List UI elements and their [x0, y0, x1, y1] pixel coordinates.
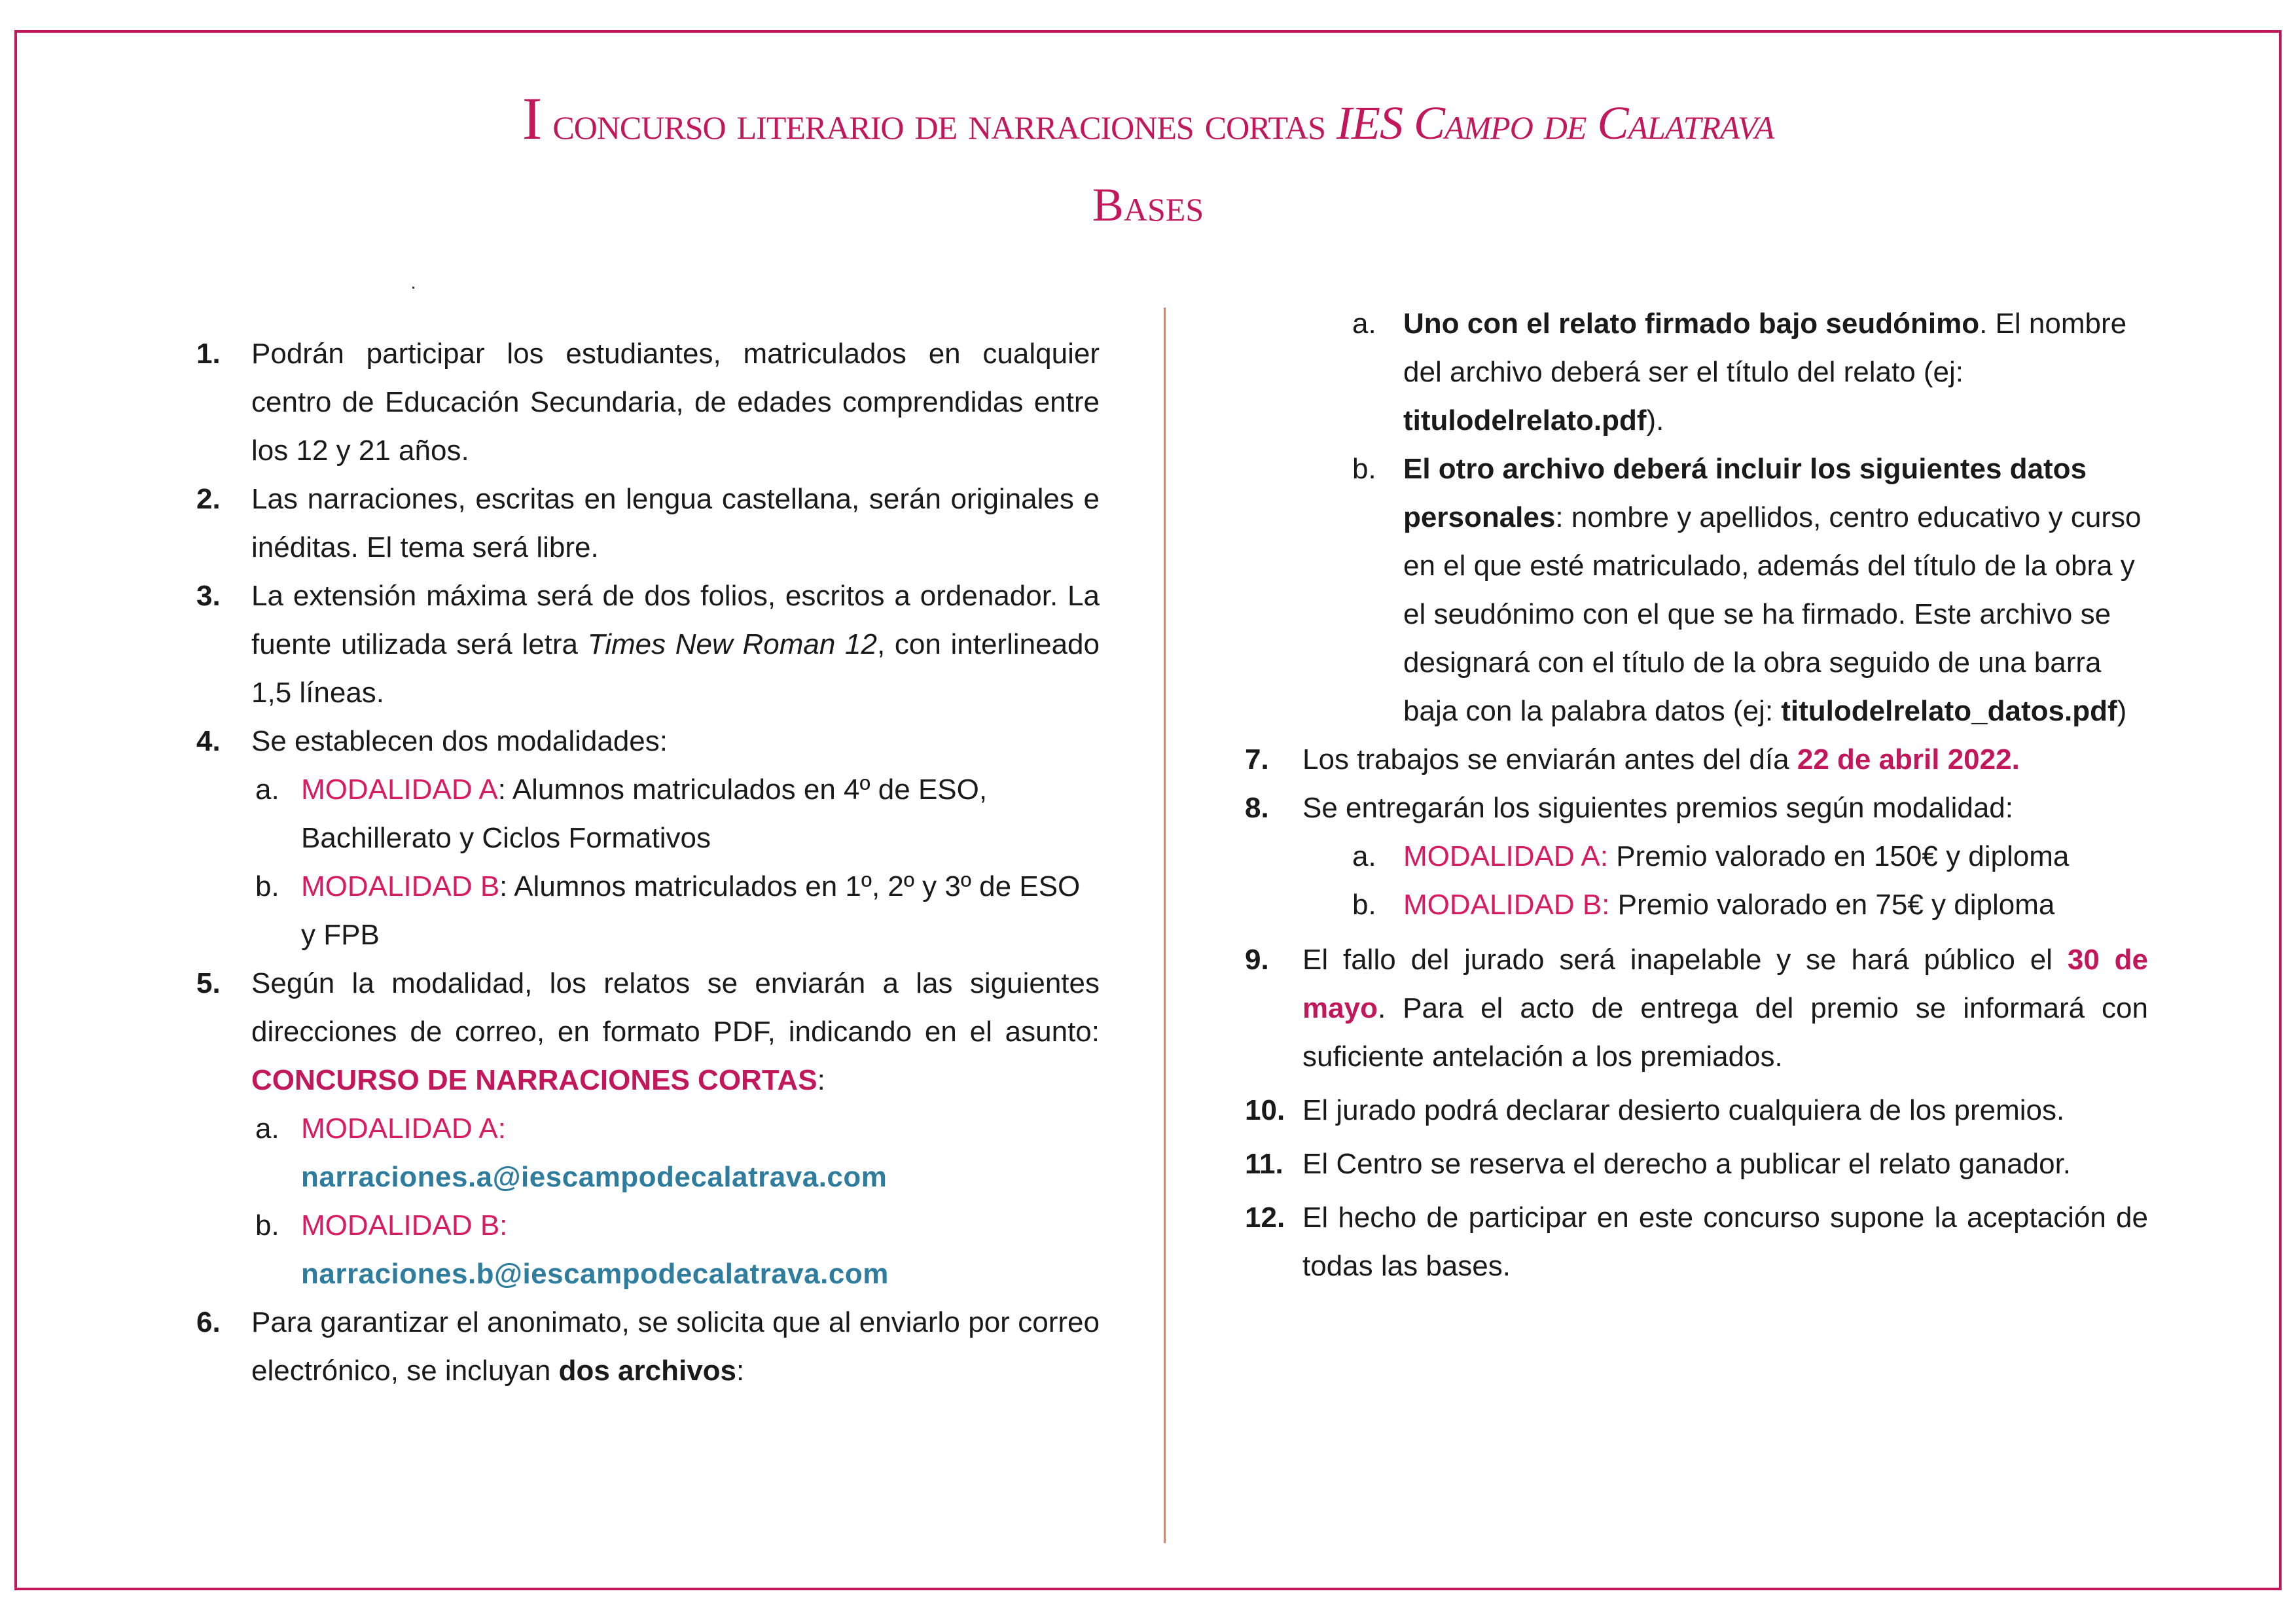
rule-4-b: b. MODALIDAD B: Alumnos matriculados en 1º, 2º y 3º de ESO y FPB: [255, 870, 1081, 951]
stray-dot: [412, 287, 414, 289]
rule-6: 6. Para garantizar el anonimato, se solicita que al enviarlo por correo electrónico, se incluyan dos archivos:: [196, 1306, 1100, 1387]
document-title: I concurso literario de narraciones cortas IES Campo de Calatrava: [522, 85, 1774, 152]
rule-11: 11. El Centro se reserva el derecho a publicar el relato ganador.: [1245, 1148, 2072, 1180]
rule-5-b: b. MODALIDAD B: narraciones.b@iescampodecalatrava.com: [196, 1202, 1100, 1298]
rule-9: 9. El fallo del jurado será inapelable y se hará público el 30 de mayo. Para el acto de entrega del premio se informará con suficiente antelación a los premiados.: [1245, 944, 2148, 1073]
rule-5-a: a. MODALIDAD A: narraciones.a@iescampodecalatrava.com: [196, 1105, 1100, 1202]
rule-4: 4. Se establecen dos modalidades:: [196, 725, 668, 757]
rule-8-a: a. MODALIDAD A: Premio valorado en 150€ y diploma: [1352, 840, 2070, 872]
rule-5: 5. Según la modalidad, los relatos se enviarán a las siguientes direcciones de correo, en formato PDF, indicando en el asunto: CONCURSO DE NARRACIONES CORTAS:: [196, 967, 1100, 1096]
rule-7: 7. Los trabajos se enviarán antes del día 22 de abril 2022.: [1245, 743, 2020, 776]
left-column: [196, 330, 1100, 1395]
document-subtitle: Bases: [1092, 179, 1204, 231]
email-link-a[interactable]: narraciones.a@iescampodecalatrava.com: [301, 1161, 888, 1193]
rule-4-a: a. MODALIDAD A: Alumnos matriculados en 4º de ESO, Bachillerato y Ciclos Formativos: [255, 774, 988, 854]
rule-3: 3. La extensión máxima será de dos folios, escritos a ordenador. La fuente utilizada será letra Times New Roman 12, con interlineado 1,5 líneas.: [196, 580, 1100, 709]
rule-8: 8. Se entregarán los siguientes premios según modalidad:: [1245, 792, 2013, 824]
right-column: [1245, 300, 2148, 1291]
rule-10: 10. El jurado podrá declarar desierto cualquiera de los premios.: [1245, 1094, 2065, 1126]
column-divider: [1164, 308, 1166, 1543]
email-link-b[interactable]: narraciones.b@iescampodecalatrava.com: [301, 1258, 889, 1290]
rule-6-a: a. Uno con el relato firmado bajo seudónimo. El nombre del archivo deberá ser el título del relato (ej: titulodelrelato.pdf).: [1352, 308, 2127, 437]
rule-1: 1. Podrán participar los estudiantes, matriculados en cualquier centro de Educación Secundaria, de edades comprendidas entre los 12 y 21 años.: [196, 338, 1100, 467]
rule-2: 2. Las narraciones, escritas en lengua castellana, serán originales e inéditas. El tema será libre.: [196, 483, 1100, 563]
rule-12: 12. El hecho de participar en este concurso supone la aceptación de todas las bases.: [1245, 1202, 2148, 1282]
rule-8-b: b. MODALIDAD B: Premio valorado en 75€ y diploma: [1352, 889, 2055, 921]
rule-6-b: b. El otro archivo deberá incluir los siguientes datos personales: nombre y apellidos, centro educativo y curso en el que esté matriculado, además del título de la obra y el seudónimo con el que se ha firmado. Este archivo se designará con el título de la obra seguido de una barra baja con la palabra datos (ej: titulodelrelato_datos.pdf): [1352, 453, 2142, 727]
